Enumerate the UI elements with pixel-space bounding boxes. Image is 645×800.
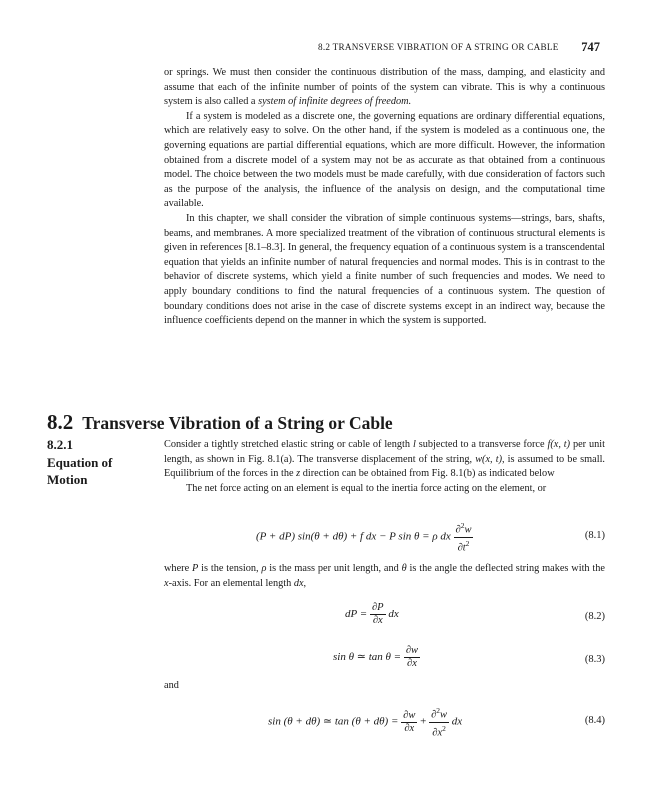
connector-word: and	[164, 680, 179, 691]
section-number: 8.2	[47, 410, 74, 434]
equation-number: (8.3)	[584, 654, 605, 665]
equation-8-2: dP = $\frac{\partial P}{\partial x}$ dx (8.2)	[345, 602, 605, 626]
intro-paragraph-1: or springs. We must then consider the continuous distribution of the mass, damping, and elasticity and assume that each of the infinite number of points of the system can vibrate. This is why a continuous system is also called a system of infinite degrees of freedom.	[164, 67, 605, 108]
running-header	[318, 42, 600, 56]
subsection-title-line-2: Motion	[47, 472, 88, 487]
page-number: 747	[581, 40, 600, 54]
equation-8-4: sin (θ + dθ) ≃ tan (θ + dθ) = $\frac{\partial w}{\partial x}$ + $\frac{\partial^2w}{\partial x^2}$ dx (8.4)	[268, 706, 605, 738]
equation-explanation: where P is the tension, ρ is the mass per unit length, and θ is the angle the deflected string makes with the x-axis. For an elemental length dx,	[164, 563, 605, 589]
fraction: $\frac{\partial^2w}{\partial x^2}$	[431, 706, 448, 738]
subsection-number: 8.2.1	[47, 437, 73, 452]
equation-8-1: (P + dP) sin(θ + dθ) + f dx − P sin θ = ρ dx $\frac{\partial^2w}{\partial t^2}$ (8.1)	[256, 521, 605, 553]
section-paragraph-1: Consider a tightly stretched elastic string or cable of length l subjected to a transverse force f(x, t) per unit length, as shown in Fig. 8.1(a). The transverse displacement of the string, w(x, t), is assumed to be small. Equilibrium of the forces in the z direction can be obtained from Fig. 8.1(b) as indicated below	[164, 439, 606, 480]
emphasis-text: system of infinite degrees of freedom.	[258, 96, 412, 108]
fraction: $\frac{\partial w}{\partial x}$	[405, 645, 419, 669]
equation-number: (8.4)	[584, 715, 605, 726]
equation-number: (8.2)	[584, 611, 605, 622]
section-text	[164, 438, 605, 496]
subsection-title-line-1: Equation of	[47, 455, 113, 470]
fraction: $\frac{\partial w}{\partial x}$	[403, 709, 416, 734]
equation-8-3: sin θ ≃ tan θ = $\frac{\partial w}{\partial x}$ (8.3)	[333, 645, 605, 669]
section-paragraph-2: The net force acting on an element is equal to the inertia force acting on the element, or	[186, 482, 547, 494]
equation-number: (8.1)	[584, 530, 605, 541]
fraction: $\frac{\partial^2w}{\partial t^2}$	[455, 521, 472, 553]
intro-text	[164, 66, 605, 329]
section-heading	[47, 410, 393, 435]
section-title: Transverse Vibration of a String or Cable	[82, 413, 393, 433]
subsection-heading	[47, 436, 157, 488]
fraction: $\frac{\partial P}{\partial x}$	[371, 602, 384, 626]
intro-paragraph-3: In this chapter, we shall consider the vibration of simple continuous systems—strings, bars, shafts, beams, and membranes. A more specialized treatment of the vibration of continuous structural elements is given in references [8.1–8.3]. In general, the frequency equation of a continuous system is a transcendental equation that yields an infinite number of natural frequencies and normal modes. This is in contrast to the behavior of discrete systems, which yield a finite number of such frequencies and modes. We need to apply boundary conditions to find the natural frequencies of a continuous system. The question of boundary conditions does not arise in the case of discrete systems except in an indirect way, because the influence coefficients depend on the manner in which the system is supported.	[164, 212, 605, 327]
intro-paragraph-2: If a system is modeled as a discrete one, the governing equations are ordinary differential equations, which are relatively easy to solve. On the other hand, if the system is modeled as a continuous one, the governing equations are partial differential equations, which are more difficult. However, the information obtained from a discrete model of a system may not be as accurate as that obtained from a continuous model. The choice between the two models must be made carefully, with due consideration of factors such as the purpose of the analysis, the influence of the analysis on design, and the computational time available.	[164, 110, 605, 210]
running-title: 8.2 TRANSVERSE VIBRATION OF A STRING OR CABLE	[318, 42, 559, 52]
